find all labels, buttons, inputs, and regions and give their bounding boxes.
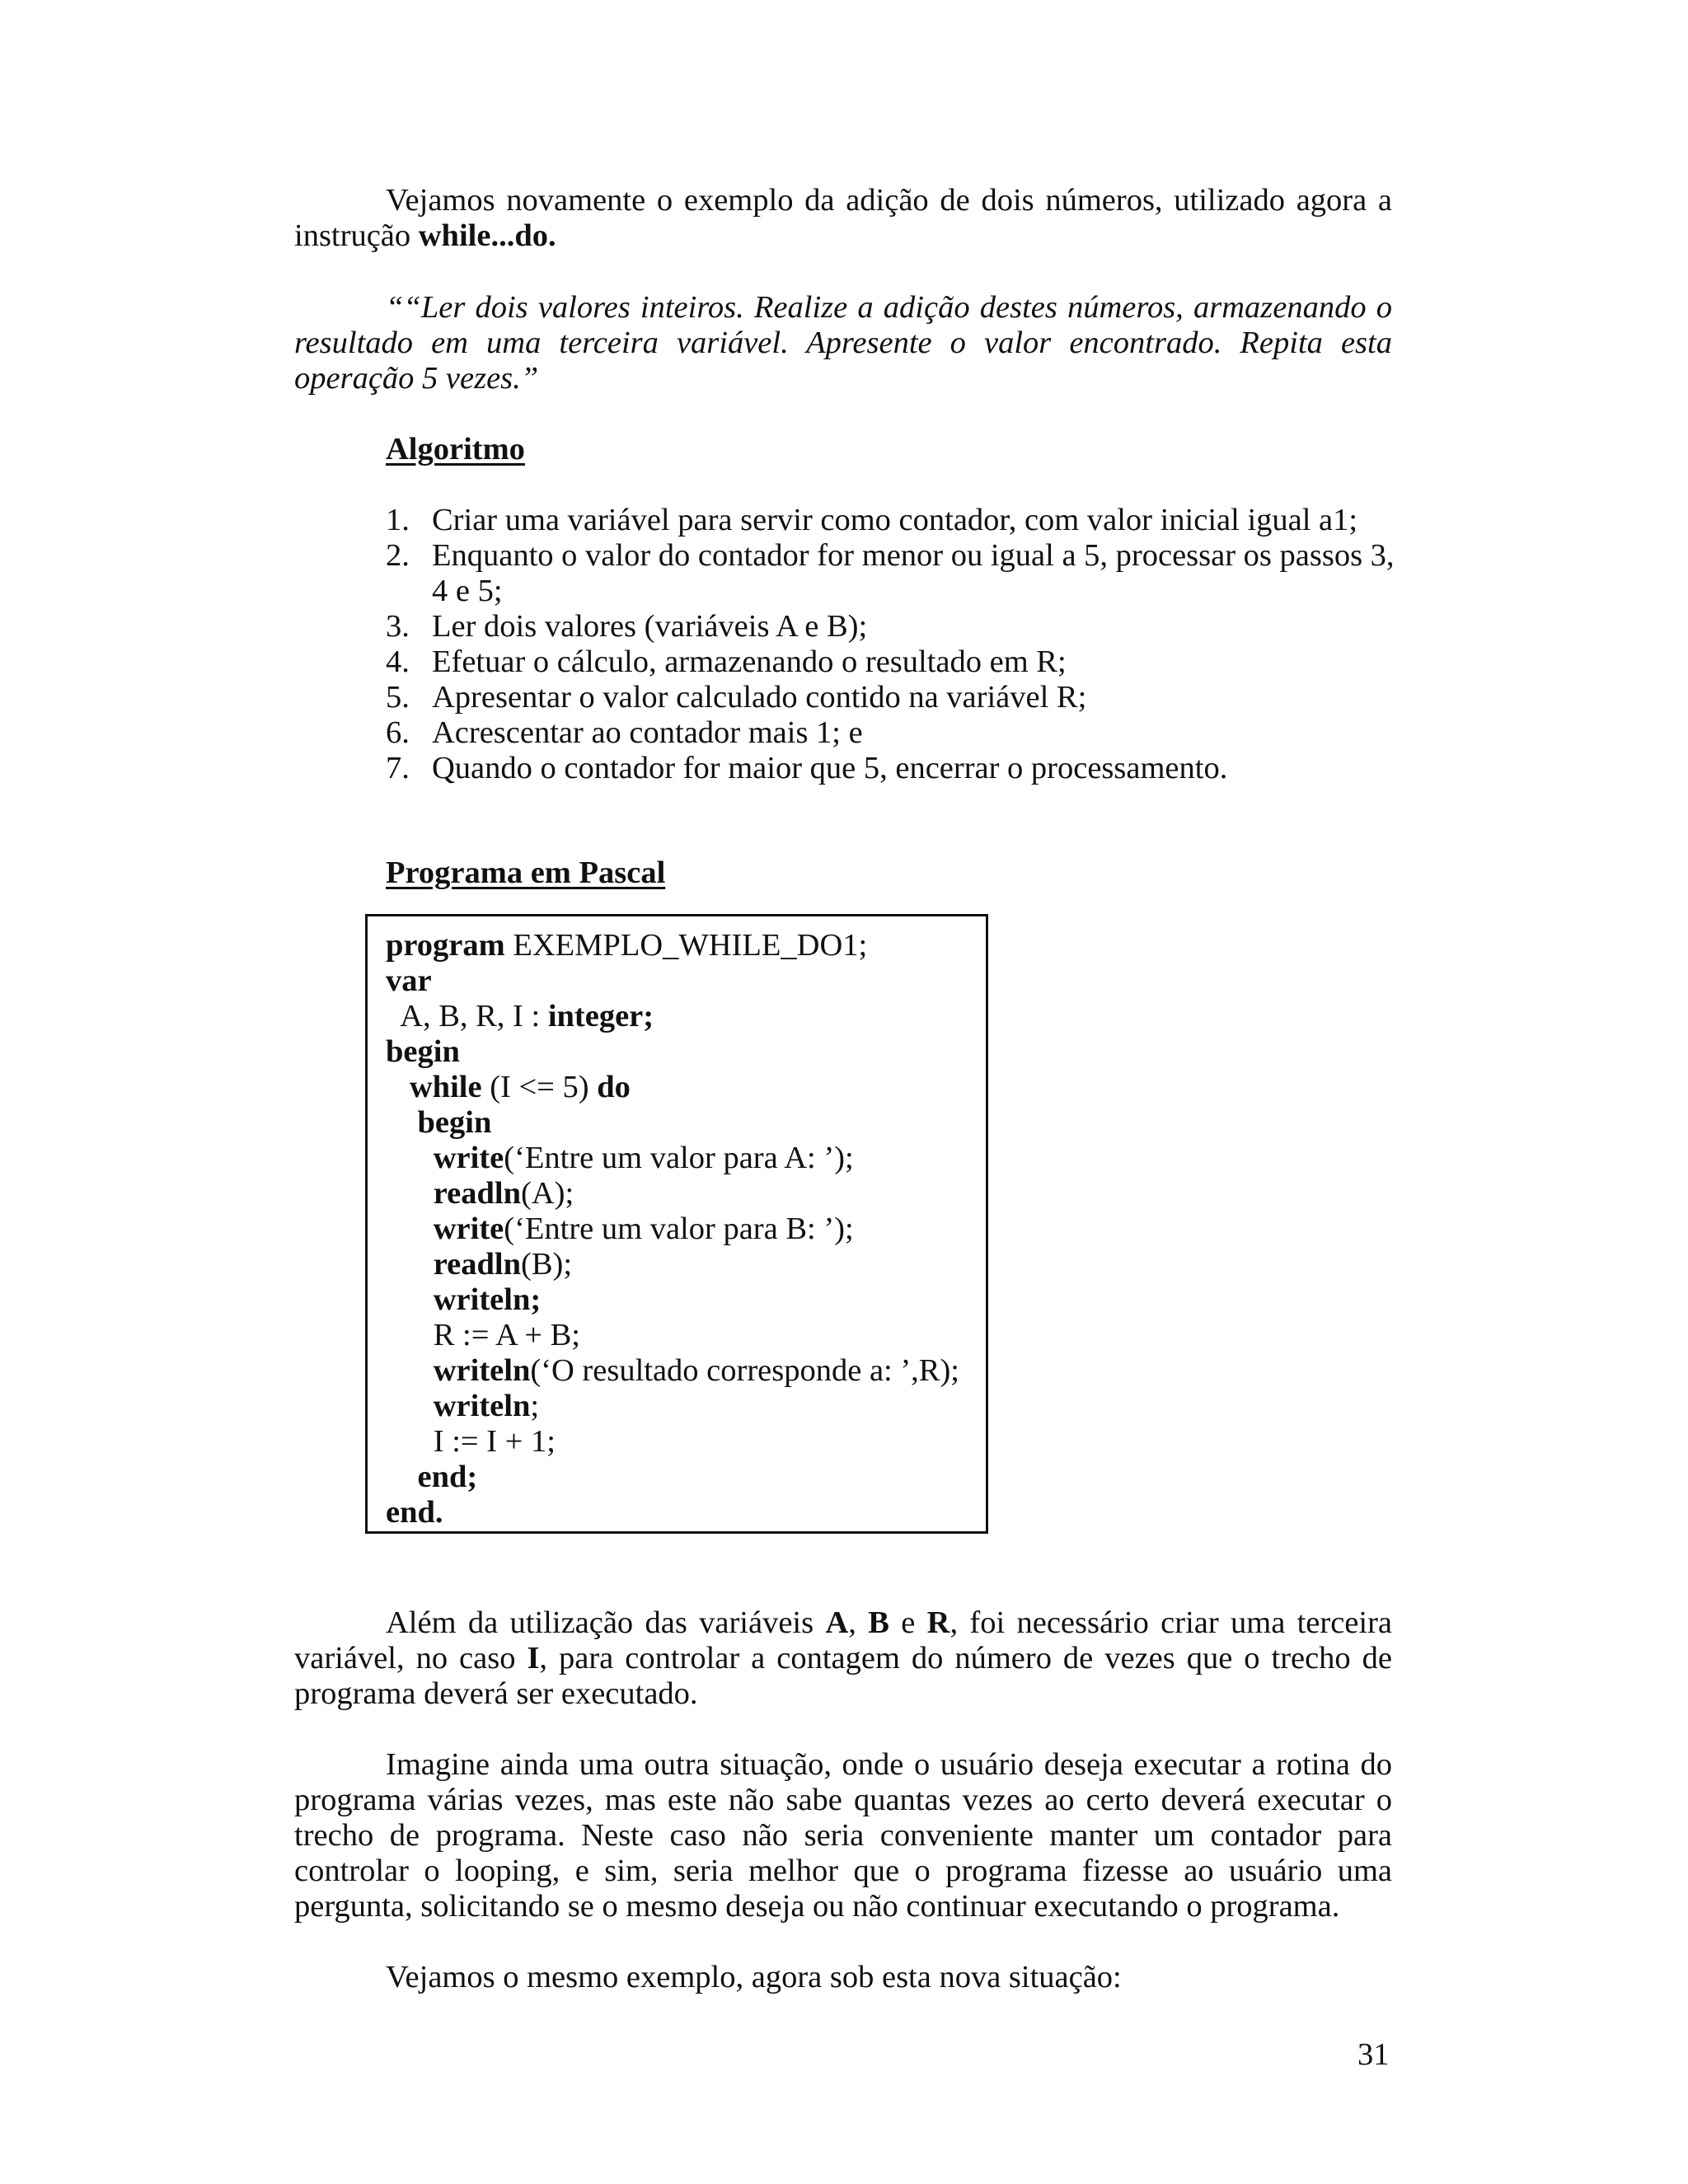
code-line <box>386 1105 959 1141</box>
list-item <box>386 538 1395 609</box>
algorithm-heading: Algoritmo <box>386 432 525 466</box>
code-keyword: program <box>386 928 505 963</box>
code-keyword: begin <box>386 1034 460 1069</box>
code-line <box>386 1247 959 1282</box>
step-text: Apresentar o valor calculado contido na variável R; <box>432 680 1087 715</box>
code-keyword: do <box>597 1070 631 1104</box>
code-indent <box>386 1176 434 1211</box>
code-line <box>386 1212 959 1247</box>
code-box <box>365 914 988 1534</box>
code-keyword: write <box>433 1141 504 1175</box>
code-indent <box>386 1460 418 1494</box>
list-item <box>386 751 1395 786</box>
code-line <box>386 1353 959 1389</box>
code-text: (‘Entre um valor para B: ’); <box>504 1212 854 1246</box>
code-indent <box>386 1353 434 1388</box>
code-keyword: integer; <box>547 999 654 1033</box>
code-listing <box>386 928 959 1530</box>
step-number: 6. <box>386 715 410 750</box>
code-line <box>386 1460 959 1495</box>
step-text: Acrescentar ao contador mais 1; e <box>432 715 863 750</box>
code-keyword: writeln; <box>433 1282 542 1317</box>
list-item <box>386 680 1395 715</box>
step-number: 1. <box>386 503 410 537</box>
code-indent <box>386 999 400 1033</box>
variable-i: I <box>527 1641 540 1675</box>
code-indent <box>386 1389 434 1423</box>
step-number: 2. <box>386 538 410 573</box>
code-keyword: end; <box>417 1460 478 1494</box>
algorithm-steps <box>386 503 1395 786</box>
code-line <box>386 1495 959 1530</box>
code-indent <box>386 1247 434 1282</box>
step-text: Ler dois valores (variáveis A e B); <box>432 609 868 644</box>
step-number: 3. <box>386 609 410 644</box>
program-heading: Programa em Pascal <box>386 855 666 890</box>
code-keyword: begin <box>417 1105 492 1140</box>
step-text: Criar uma variável para servir como contador, com valor inicial igual a1; <box>432 503 1358 537</box>
code-line <box>386 1141 959 1176</box>
variable-r: R <box>926 1605 950 1640</box>
closing-paragraph: Vejamos o mesmo exemplo, agora sob esta nova situação: <box>386 1960 1122 1994</box>
explanation-text: , <box>848 1605 869 1640</box>
code-line <box>386 1389 959 1424</box>
code-line <box>386 999 959 1034</box>
list-item <box>386 503 1395 538</box>
step-number: 5. <box>386 680 410 715</box>
explanation-text: Além da utilização das variáveis <box>386 1605 826 1640</box>
code-keyword: readln <box>433 1176 522 1211</box>
code-keyword: end. <box>386 1495 443 1530</box>
step-number: 7. <box>386 751 410 785</box>
code-line <box>386 1318 959 1353</box>
code-text: A, B, R, I : <box>400 999 548 1033</box>
step-text: Quando o contador for maior que 5, encerrar o processamento. <box>432 751 1228 785</box>
intro-keyword: while...do. <box>418 218 556 253</box>
explanation-text: e <box>889 1605 927 1640</box>
list-item <box>386 644 1395 680</box>
variable-b: B <box>868 1605 889 1640</box>
code-keyword: write <box>433 1212 504 1246</box>
code-text: EXEMPLO_WHILE_DO1; <box>504 928 868 963</box>
code-text: (A); <box>521 1176 574 1211</box>
quote-paragraph: ““Ler dois valores inteiros. Realize a adição destes números, armazenando o resultado em uma terceira variável. Apresente o valor encontrado. Repita esta operação 5 vezes.” <box>294 290 1392 396</box>
code-text: R := A + B; <box>433 1318 580 1352</box>
code-text: (B); <box>521 1247 573 1282</box>
intro-paragraph <box>294 183 1392 254</box>
code-line <box>386 1176 959 1212</box>
list-item <box>386 609 1395 644</box>
code-line <box>386 963 959 999</box>
code-text: (I <= 5) <box>481 1070 598 1104</box>
explanation-text: , para controlar a contagem do número de vezes que o trecho de programa deverá ser executado. <box>294 1641 1392 1711</box>
code-line <box>386 1424 959 1460</box>
step-number: 4. <box>386 644 410 679</box>
code-indent <box>386 1141 434 1175</box>
page-number: 31 <box>1357 2037 1390 2072</box>
step-text: Enquanto o valor do contador for menor ou igual a 5, processar os passos 3, 4 e 5; <box>432 538 1395 608</box>
step-text: Efetuar o cálculo, armazenando o resultado em R; <box>432 644 1067 679</box>
explanation-paragraph <box>294 1605 1392 1712</box>
code-indent <box>386 1424 434 1459</box>
code-keyword: readln <box>433 1247 522 1282</box>
code-keyword: while <box>409 1070 482 1104</box>
list-item <box>386 715 1395 751</box>
code-indent <box>386 1070 410 1104</box>
code-text: (‘O resultado corresponde a: ’,R); <box>530 1353 959 1388</box>
code-line <box>386 928 959 963</box>
variable-a: A <box>825 1605 849 1640</box>
situation-paragraph: Imagine ainda uma outra situação, onde o usuário deseja executar a rotina do programa várias vezes, mas este não sabe quantas vezes ao certo deverá executar o trecho de programa. Neste caso não seria conveniente manter um contador para controlar o looping, e sim, seria melhor que o programa fizesse ao usuário uma pergunta, solicitando se o mesmo deseja ou não continuar executando o programa. <box>294 1747 1392 1924</box>
code-line <box>386 1070 959 1105</box>
code-indent <box>386 1105 418 1140</box>
code-keyword: var <box>386 963 432 998</box>
code-keyword: writeln <box>433 1353 531 1388</box>
code-line <box>386 1034 959 1070</box>
intro-text: Vejamos novamente o exemplo da adição de dois números, utilizado agora a instrução <box>294 183 1392 253</box>
code-indent <box>386 1212 434 1246</box>
code-line <box>386 1282 959 1318</box>
code-indent <box>386 1282 434 1317</box>
code-text: I := I + 1; <box>433 1424 556 1459</box>
code-text: (‘Entre um valor para A: ’); <box>504 1141 854 1175</box>
code-text: ; <box>530 1389 540 1423</box>
code-keyword: writeln <box>433 1389 531 1423</box>
explanation-text: , foi necessário criar uma terceira variável, no caso <box>294 1605 1393 1675</box>
code-indent <box>386 1318 434 1352</box>
